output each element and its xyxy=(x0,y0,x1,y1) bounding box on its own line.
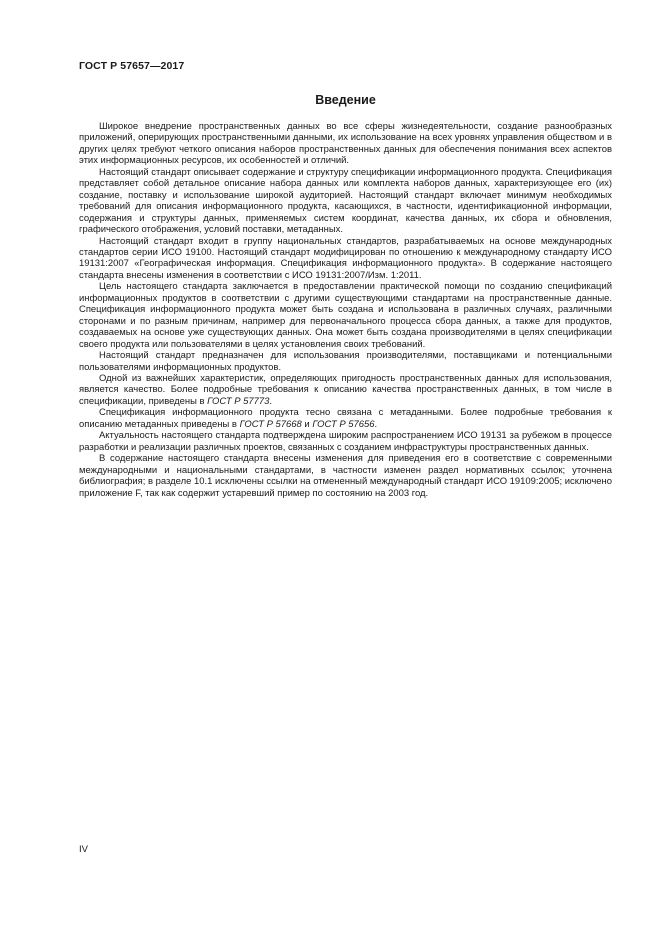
paragraph-6-tail: . xyxy=(269,395,273,407)
page-number: IV xyxy=(79,844,88,855)
reference-gost-57668: ГОСТ Р 57668 xyxy=(239,418,302,430)
paragraph-1 xyxy=(79,121,612,167)
paragraph-7-conjunction: и xyxy=(301,418,313,430)
reference-gost-57656: ГОСТ Р 57656 xyxy=(312,418,375,430)
paragraph-2-text: Настоящий стандарт описывает содержание и структуру спецификации информационного продукта. Спецификация представляет собой детальное описание набора данных или комплекта наборов данных, характеризующее его (их) создание, поставку и использование широкой аудиторией. Настоящий стандарт включает минимум необходимых требований для описания информационного продукта, касающихся, в частности, идентификационной информации, содержания и структуры данных, применяемых систем координат, качества данных, их сбора и обновления, графического отображения, условий поставки, метаданных. xyxy=(79,166,612,236)
paragraph-9-text: В содержание настоящего стандарта внесены изменения для приведения его в соответствие с современными международными и национальными стандартами, в частности изменен раздел нормативных ссылок; уточнена библиография; в разделе 10.1 исключены ссылки на отмененный международный стандарт ИСО 19109:2005; исключено приложение F, так как содержит устаревший пример по состоянию на 2003 год. xyxy=(79,453,612,499)
paragraph-5 xyxy=(79,350,612,373)
document-body xyxy=(79,121,612,499)
paragraph-4-text: Цель настоящего стандарта заключается в предоставлении практической помощи по созданию спецификаций информационных продуктов в соответствии с другими существующими стандартами на пространственные данные. Спецификация информационного продукта может быть создана и использована в различных случаях, различными сторонами и по разным причинам, например для первоначального процесса сбора данных, а также для продуктов, создаваемых на основе уже существующих данных. Она может быть создана производителями в целях спецификации своего продукта или пользователями в целях установления своих требований. xyxy=(79,281,612,350)
paragraph-9 xyxy=(79,453,612,499)
paragraph-4 xyxy=(79,281,612,350)
paragraph-7-tail: . xyxy=(374,418,378,430)
document-code: ГОСТ Р 57657—2017 xyxy=(79,60,185,72)
paragraph-8-text: Актуальность настоящего стандарта подтверждена широким распространением ИСО 19131 за рубежом в процессе разработки и реализации различных проектов, связанных с созданием инфраструктуры пространственных данных. xyxy=(79,430,612,453)
paragraph-3 xyxy=(79,236,612,282)
paragraph-8 xyxy=(79,430,612,453)
paragraph-5-text: Настоящий стандарт предназначен для использования производителями, поставщиками и потенциальными пользователями информационных продуктов. xyxy=(79,350,612,373)
section-title: Введение xyxy=(315,93,376,107)
reference-gost-57773: ГОСТ Р 57773 xyxy=(207,395,270,407)
paragraph-1-text: Широкое внедрение пространственных данных во все сферы жизнедеятельности, создание разнообразных приложений, оперирующих пространственными данными, их использование на всех уровнях управления обществом и в других целях требуют четкого описания наборов пространственных данных для обеспечения понимания всех аспектов этих информационных ресурсов, их особенностей и отличий. xyxy=(79,121,612,167)
paragraph-6 xyxy=(79,373,612,407)
paragraph-7 xyxy=(79,407,612,430)
paragraph-3-text: Настоящий стандарт входит в группу национальных стандартов, разрабатываемых на основе международных стандартов серии ИСО 19100. Настоящий стандарт модифицирован по отношению к международному стандарту ИСО 19131:2007 «Географическая информация. Спецификация информационного продукта». В содержание настоящего стандарта внесены изменения в соответствии с ИСО 19131:2007/Изм. 1:2011. xyxy=(79,235,612,281)
paragraph-7-text: Спецификация информационного продукта тесно связана с метаданными. Более подробные требования к описанию метаданных приведены в xyxy=(79,407,612,430)
paragraph-6-text: Одной из важнейших характеристик, определяющих пригодность пространственных данных для использования, является качество. Более подробные требования к описанию качества пространственных данных, в том числе в спецификации, приведены в xyxy=(79,372,612,407)
paragraph-2 xyxy=(79,167,612,236)
